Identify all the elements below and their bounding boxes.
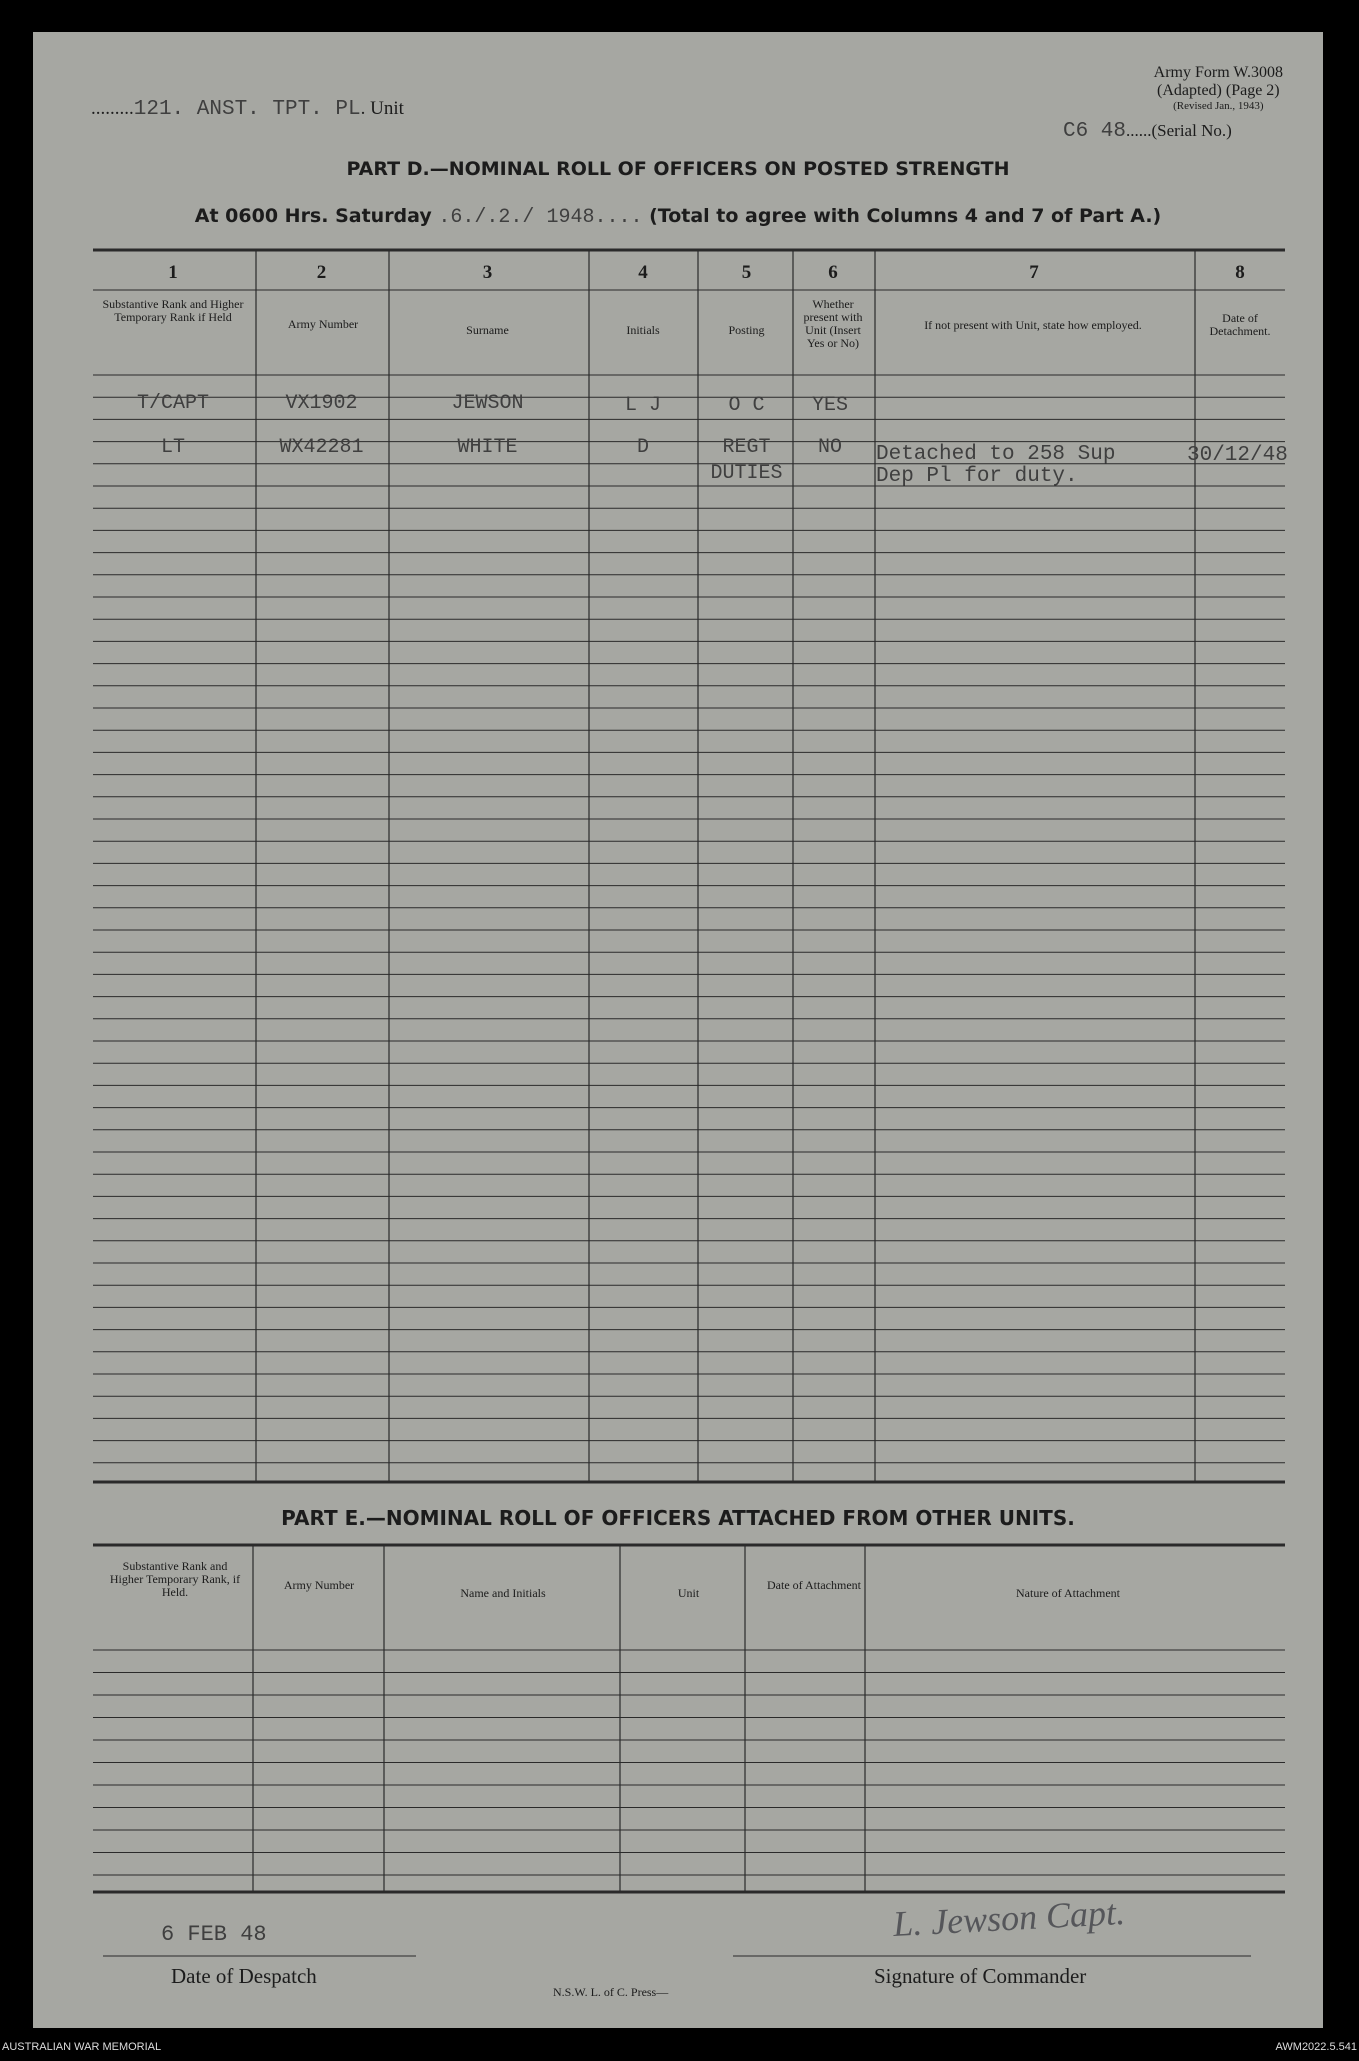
col-num-6: 6: [828, 262, 838, 283]
at-prefix: At 0600 Hrs. Saturday: [194, 205, 432, 227]
date-typed: .6./.2./ 1948....: [438, 206, 643, 229]
unit-typed: 121. ANST. TPT. PL: [133, 98, 361, 121]
press-imprint: N.S.W. L. of C. Press—: [553, 1985, 669, 1999]
col-num-4: 4: [638, 262, 648, 283]
e-header-unit: Unit: [677, 1586, 700, 1600]
at-suffix: (Total to agree with Columns 4 and 7 of Part A.): [649, 205, 1162, 227]
header-surname: Surname: [466, 323, 509, 337]
form-id-line1: Army Form W.3008: [1153, 64, 1283, 81]
row2-surname: WHITE: [457, 436, 518, 459]
despatch-typed: 6 FEB 48: [161, 1922, 267, 1947]
row2-initials: D: [636, 436, 649, 459]
e-header-rank: Substantive Rank and Higher Temporary Rank, if Held.: [109, 1559, 241, 1599]
serial-typed: C6 48: [1063, 120, 1127, 143]
archive-credit: AUSTRALIAN WAR MEMORIAL: [2, 2041, 162, 2053]
header-date-detachment: Date of Detachment.: [1209, 311, 1271, 338]
row1-number: VX1902: [285, 392, 358, 415]
signature-label: Signature of Commander: [874, 1964, 1087, 1988]
e-header-name: Name and Initials: [460, 1586, 546, 1600]
e-header-army-number: Army Number: [283, 1578, 355, 1592]
serial-label: ......(Serial No.): [1126, 121, 1232, 140]
form-id-line2: (Adapted) (Page 2): [1157, 82, 1280, 99]
form-id-line3: (Revised Jan., 1943): [1173, 100, 1264, 112]
row1-initials: L J: [624, 394, 661, 417]
col-num-3: 3: [482, 262, 493, 283]
e-header-nature: Nature of Attachment: [1016, 1586, 1120, 1600]
unit-label: . Unit: [360, 98, 404, 119]
col-num-1: 1: [168, 262, 178, 283]
archive-reference: AWM2022.5.541: [1275, 2041, 1357, 2053]
row2-employed: Detached to 258 Sup: [876, 443, 1116, 466]
commander-signature: L. Jewson Capt.: [892, 1891, 1126, 1945]
part-e-title: PART E.—NOMINAL ROLL OF OFFICERS ATTACHED FROM OTHER UNITS.: [281, 1506, 1075, 1530]
header-rank: Substantive Rank and Higher Temporary Rank if Held: [102, 297, 244, 324]
row3-employed: Dep Pl for duty.: [876, 465, 1078, 488]
row2-rank: LT: [160, 436, 185, 459]
header-posting: Posting: [728, 323, 765, 337]
row1-rank: T/CAPT: [136, 392, 209, 415]
col-num-5: 5: [741, 262, 752, 283]
row1-present: YES: [811, 394, 848, 417]
part-d-title: PART D.—NOMINAL ROLL OF OFFICERS ON POSTED STRENGTH: [346, 158, 1010, 180]
col-num-2: 2: [316, 262, 327, 283]
header-initials: Initials: [626, 323, 660, 337]
row1-surname: JEWSON: [451, 392, 524, 415]
row2-present: NO: [817, 436, 842, 459]
header-army-number: Army Number: [287, 317, 359, 331]
col-num-8: 8: [1235, 262, 1245, 283]
row1-posting: O C: [728, 394, 765, 417]
row3-posting: DUTIES: [710, 462, 783, 485]
e-header-date-attachment: Date of Attachment: [767, 1578, 861, 1592]
header-employed: If not present with Unit, state how employed.: [924, 318, 1142, 332]
row2-number: WX42281: [279, 436, 364, 459]
row2-posting: REGT: [722, 436, 771, 459]
form-page: [33, 32, 1323, 2028]
row2-date: 30/12/48: [1187, 444, 1288, 467]
despatch-label: Date of Despatch: [171, 1964, 317, 1988]
unit-dots: .........: [91, 98, 134, 119]
col-num-7: 7: [1029, 262, 1039, 283]
header-present: Whether present with Unit (Insert Yes or No): [803, 297, 863, 350]
